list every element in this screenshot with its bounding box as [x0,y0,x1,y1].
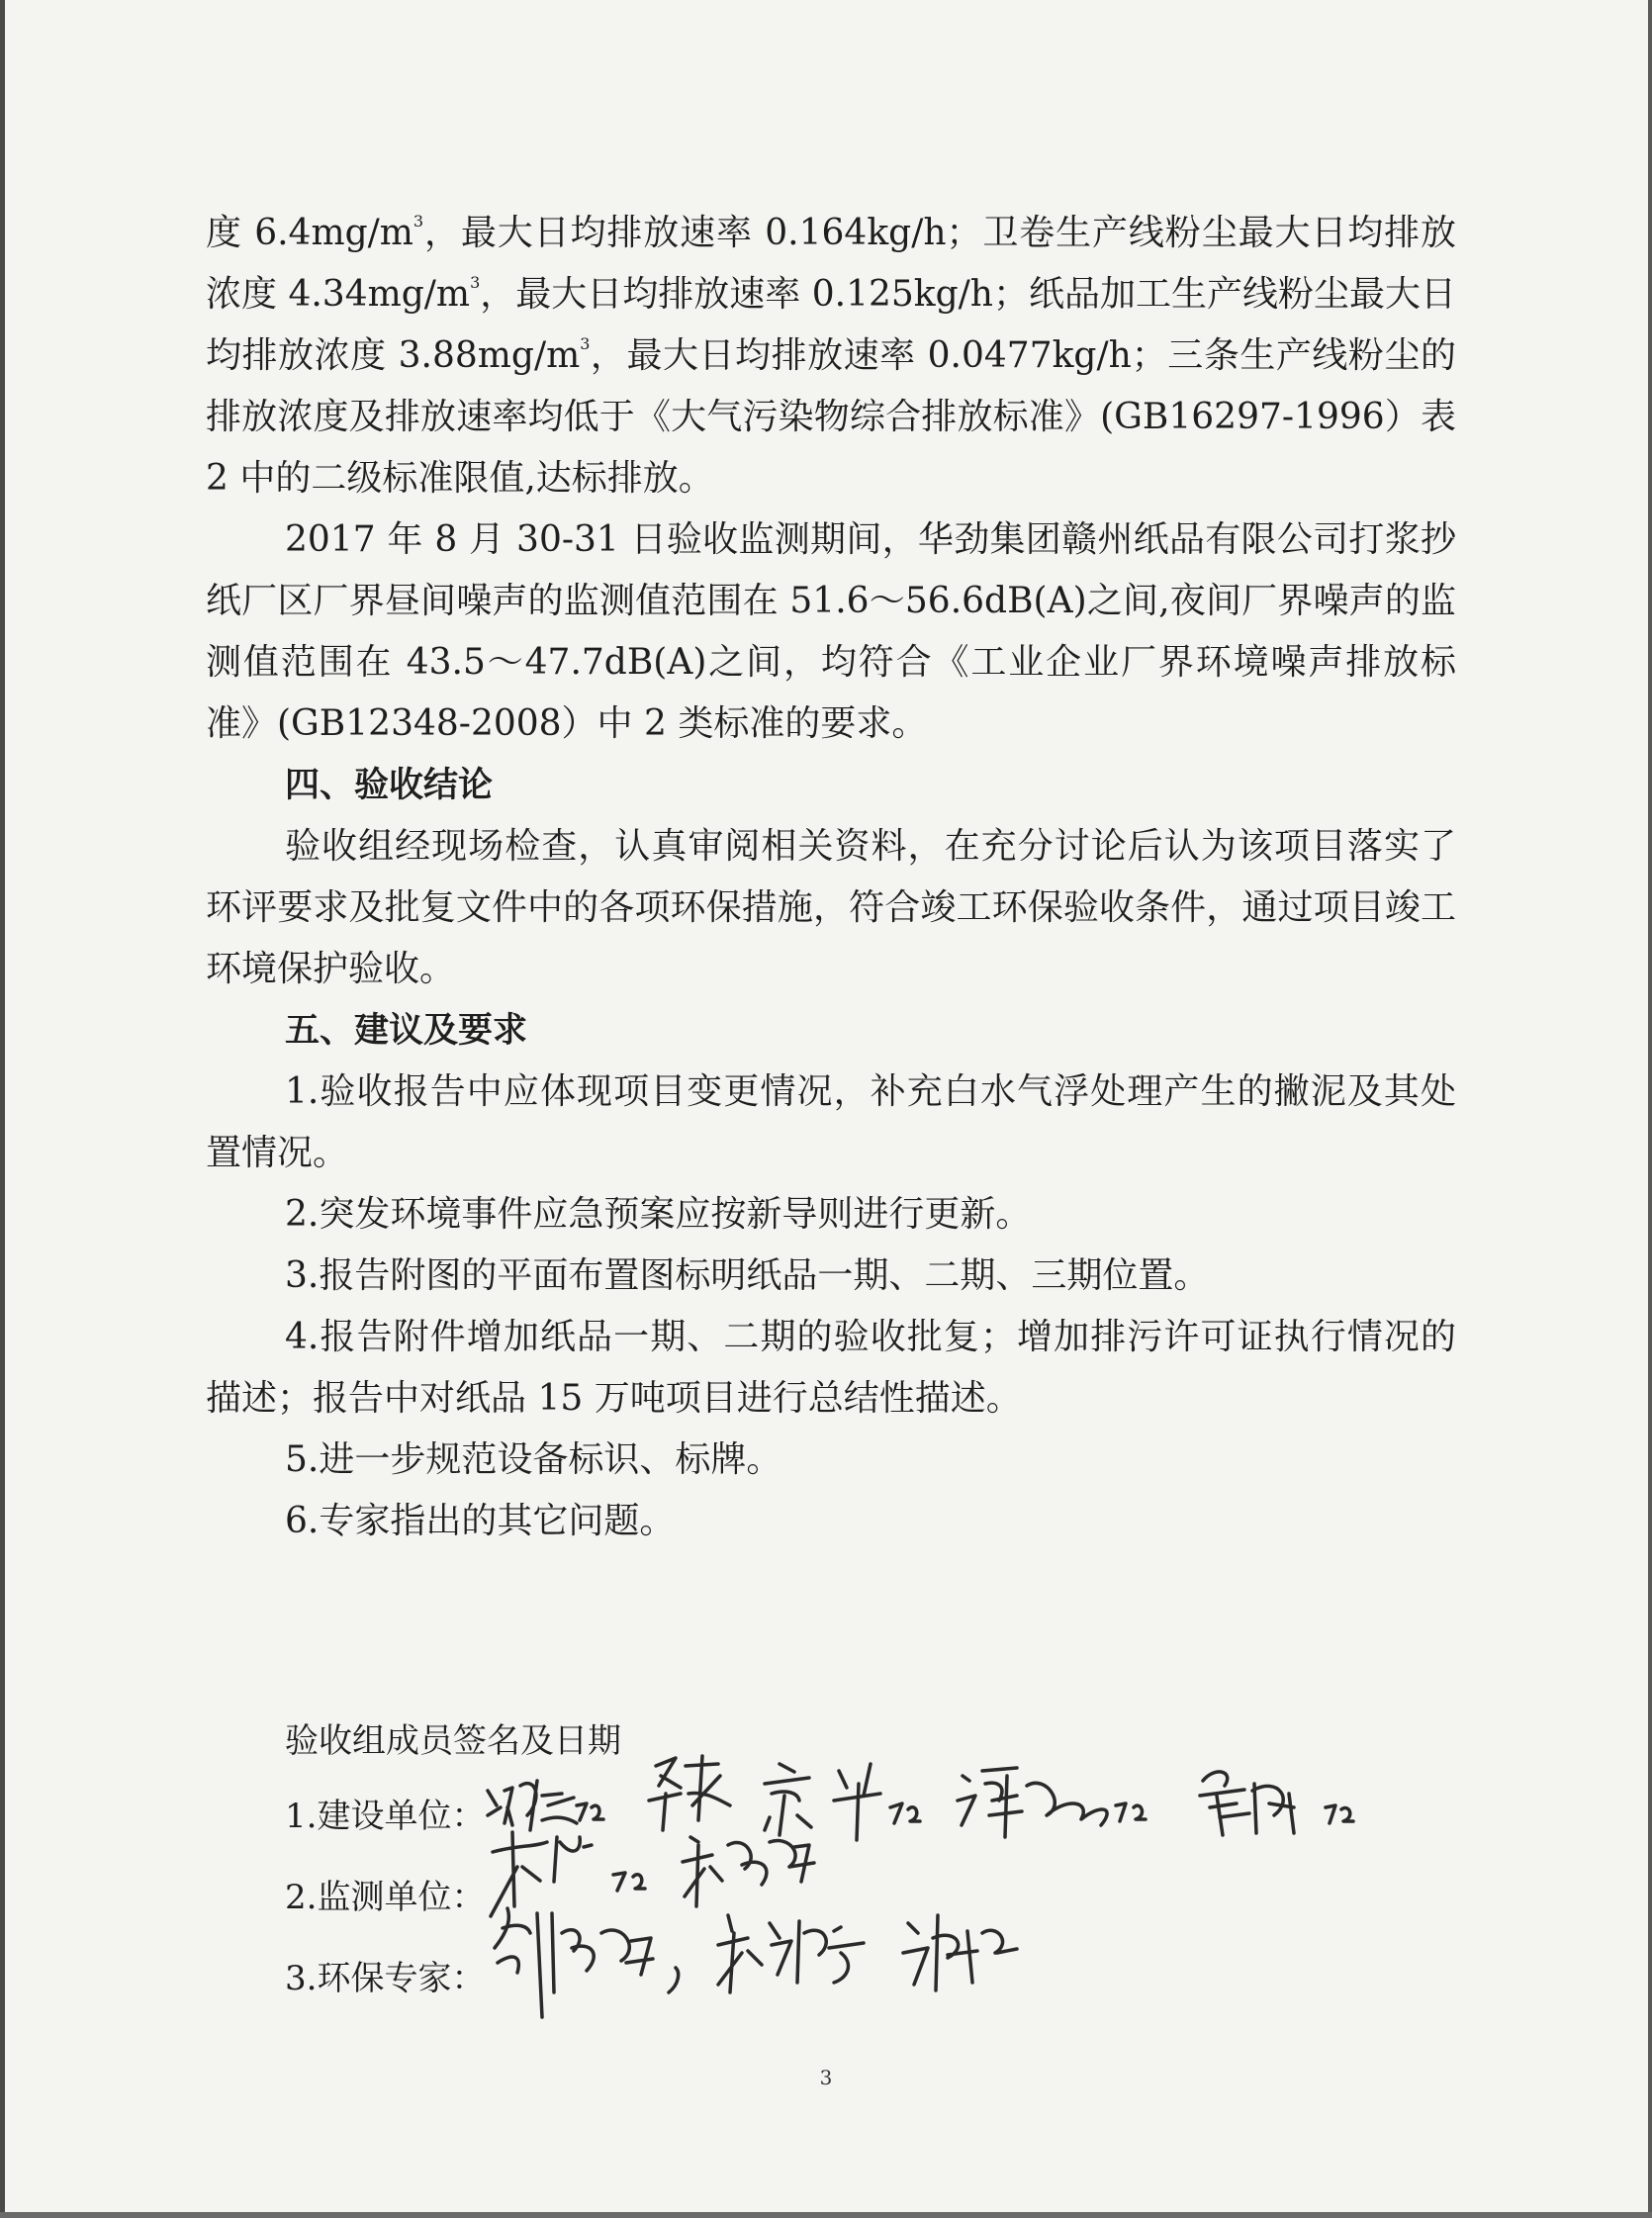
scan-edge-left [0,0,5,2218]
signature-row-environmental-experts [285,1938,1610,2019]
paragraph-dust-emissions [206,203,1456,509]
paragraph-noise-monitoring: 2017 年 8 月 30-31 日验收监测期间，华劲集团赣州纸品有限公司打浆抄纸厂区厂界昼间噪声的监测值范围在 51.6～56.6dB(A)之间,夜间厂界噪声的监测值范围在 43.5～47.7dB(A)之间，均符合《工业企业厂界环境噪声排放标准》(GB12348-2008）中 2 类标准的要求。 [206,519,1456,744]
page-number: 3 [819,2066,833,2089]
scan-edge-right [1648,0,1652,2218]
document-body [206,203,1456,1552]
heading-acceptance-conclusion: 四、验收结论 [285,766,494,805]
list-item: 5.进一步规范设备标识、标牌。 [285,1439,782,1480]
text-run: 度 6.4mg/m [206,213,413,253]
text-run: ，最大日均排放速率 0.125kg/h；纸品加工生产线粉尘最大日均排放浓度 3.88mg/m [206,274,1456,376]
text-run: ，最大日均排放速率 0.164kg/h；卫卷生产线粉尘最大日均排放浓度 4.34mg/m [206,213,1456,315]
list-item: 6.专家指出的其它问题。 [285,1501,676,1541]
list-item: 4.报告附件增加纸品一期、二期的验收批复；增加排污许可证执行情况的描述；报告中对纸品 15 万吨项目进行总结性描述。 [206,1317,1456,1419]
heading-suggestions: 五、建议及要求 [285,1011,528,1051]
list-item: 1.验收报告中应体现项目变更情况，补充白水气浮处理产生的撇泥及其处置情况。 [206,1071,1456,1173]
superscript: 3 [580,334,591,353]
scan-edge-bottom [0,2212,1652,2218]
handwritten-signatures-experts [483,1894,1235,2032]
signature-title: 验收组成员签名及日期 [285,1721,621,1761]
signature-label: 1.建设单位： [285,1797,486,1836]
list-item: 3.报告附图的平面布置图标明纸品一期、二期、三期位置。 [285,1255,1210,1296]
signature-block [285,1707,1610,2019]
signature-label: 3.环保专家： [285,1959,486,1998]
paragraph-conclusion: 验收组经现场检查，认真审阅相关资料，在充分讨论后认为该项目落实了环评要求及批复文件中的各项环保措施，符合竣工环保验收条件，通过项目竣工环境保护验收。 [206,826,1456,989]
signature-label: 2.监测单位： [285,1878,486,1917]
superscript: 3 [470,273,481,292]
superscript: 3 [413,212,424,231]
text-run: ，最大日均排放速率 0.0477kg/h；三条生产线粉尘的排放浓度及排放速率均低于《大气污染物综合排放标准》(GB16297-1996）表 2 中的二级标准限值,达标排放。 [206,335,1456,499]
list-item: 2.突发环境事件应急预案应按新导则进行更新。 [285,1194,1032,1235]
